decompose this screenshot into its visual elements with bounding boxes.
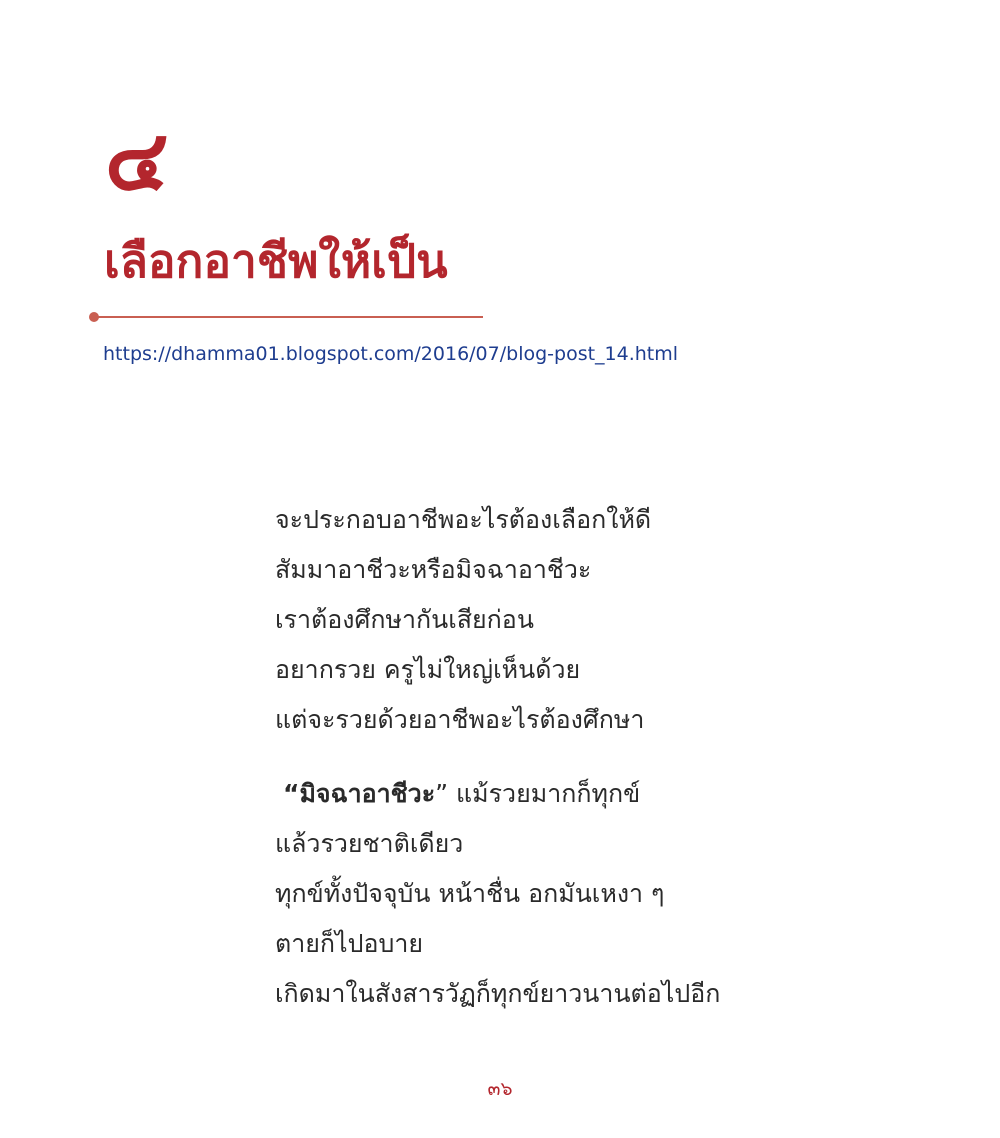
poem xyxy=(275,495,975,1019)
stanza-1 xyxy=(275,495,975,745)
underline-line xyxy=(95,316,483,318)
chapter-title: เลือกอาชีพให้เป็น xyxy=(104,234,448,288)
poem-line: เราต้องศึกษากันเสียก่อน xyxy=(275,605,534,634)
poem-line-quote xyxy=(275,769,975,819)
open-quote: “ xyxy=(283,779,300,808)
poem-line: อยากรวย ครูไม่ใหญ่เห็นด้วย xyxy=(275,655,581,684)
poem-line: แล้วรวยชาติเดียว xyxy=(275,829,464,858)
page-number: ๓๖ xyxy=(487,1078,513,1100)
poem-line: แต่จะรวยด้วยอาชีพอะไรต้องศึกษา xyxy=(275,705,645,734)
stanza-2 xyxy=(275,769,975,1019)
poem-line: เกิดมาในสังสารวัฏก็ทุกข์ยาวนานต่อไปอีก xyxy=(275,979,721,1008)
chapter-number: ๔ xyxy=(105,110,169,209)
title-underline xyxy=(89,311,485,323)
poem-line: ตายก็ไปอบาย xyxy=(275,929,424,958)
source-link[interactable]: https://dhamma01.blogspot.com/2016/07/blog-post_14.html xyxy=(103,343,679,365)
poem-line: สัมมาอาชีวะหรือมิจฉาอาชีวะ xyxy=(275,555,592,584)
quoted-term: มิจฉาอาชีวะ xyxy=(299,779,436,808)
close-quote: ” xyxy=(435,779,449,808)
poem-line-rest: แม้รวยมากก็ทุกข์ xyxy=(448,779,641,808)
poem-line: จะประกอบอาชีพอะไรต้องเลือกให้ดี xyxy=(275,505,652,534)
poem-line: ทุกข์ทั้งปัจจุบัน หน้าชื่น อกมันเหงา ๆ xyxy=(275,879,665,908)
